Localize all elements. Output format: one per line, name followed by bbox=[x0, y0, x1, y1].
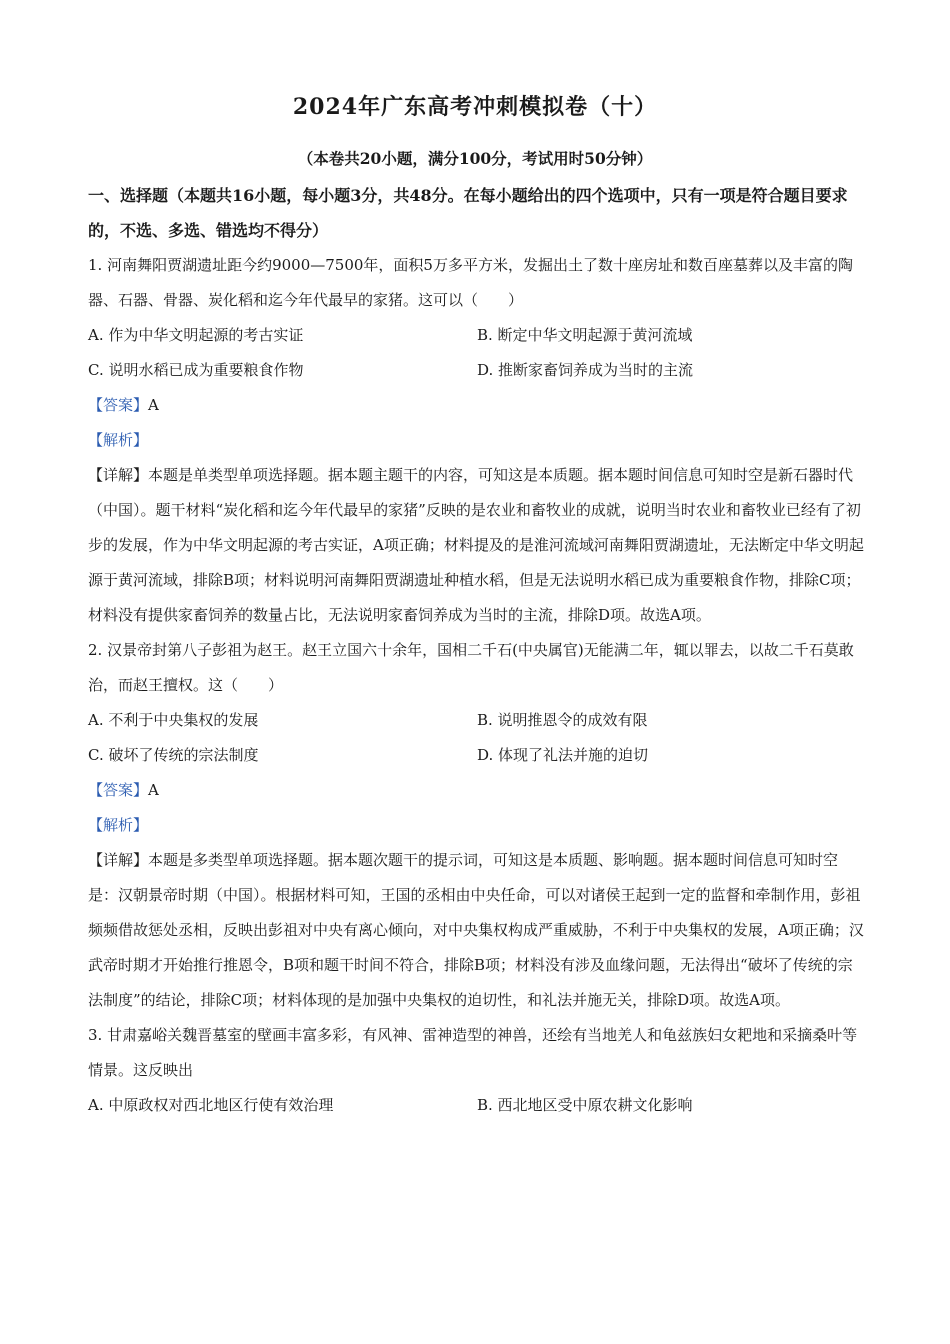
question-options bbox=[88, 703, 866, 773]
answer-tag: 【答案】 bbox=[88, 396, 149, 414]
option-d: D. 推断家畜饲养成为当时的主流 bbox=[477, 361, 694, 379]
answer-value: A bbox=[148, 396, 159, 414]
page-title: 2024年广东高考冲刺模拟卷（十） bbox=[292, 94, 658, 120]
answer-tag: 【答案】 bbox=[88, 781, 149, 799]
detail-paragraph bbox=[88, 843, 866, 1018]
answer-line bbox=[88, 388, 866, 423]
option-a: A. 不利于中央集权的发展 bbox=[88, 711, 259, 729]
answer-line bbox=[88, 773, 866, 808]
question-stem: 2. 汉景帝封第八子彭祖为赵王。赵王立国六十余年，国相二千石(中央属官)无能满二年，辄以罪去，以故二千石莫敢治，而赵王擅权。这（ ） bbox=[88, 641, 854, 694]
analysis-tag: 【解析】 bbox=[88, 431, 149, 449]
question-stem: 1. 河南舞阳贾湖遗址距今约9000—7500年，面积5万多平方米，发掘出土了数十座房址和数百座墓葬以及丰富的陶器、石器、骨器、炭化稻和迄今年代最早的家猪。这可以（ ） bbox=[88, 256, 853, 309]
option-a: A. 中原政权对西北地区行使有效治理 bbox=[88, 1096, 334, 1114]
answer-value: A bbox=[148, 781, 159, 799]
detail-text: 本题是多类型单项选择题。据本题次题干的提示词，可知这是本质题、影响题。据本题时间信息可知时空是：汉朝景帝时期（中国）。根据材料可知，王国的丞相由中央任命，可以对诸侯王起到一定的监督和牵制作用，彭祖频频借故惩处丞相，反映出彭祖对中央有离心倾向，对中央集权构成严重威胁，不利于中央集权的发展，A项正确；汉武帝时期才开始推行推恩令，B项和题干时间不符合，排除B项；材料没有涉及血缘问题，无法得出“破坏了传统的宗法制度”的结论，排除C项；材料体现的是加强中央集权的迫切性，和礼法并施无关，排除D项。故选A项。 bbox=[88, 851, 864, 1009]
question-2 bbox=[88, 633, 866, 1018]
detail-text: 本题是单类型单项选择题。据本题主题干的内容，可知这是本质题。据本题时间信息可知时空是新石器时代（中国）。题干材料“炭化稻和迄今年代最早的家猪”反映的是农业和畜牧业的成就，说明当时农业和畜牧业已经有了初步的发展，作为中华文明起源的考古实证，A项正确；材料提及的是淮河流域河南舞阳贾湖遗址，无法断定中华文明起源于黄河流域，排除B项；材料说明河南舞阳贾湖遗址种植水稻，但是无法说明水稻已成为重要粮食作物，排除C项；材料没有提供家畜饲养的数量占比，无法说明家畜饲养成为当时的主流，排除D项。故选A项。 bbox=[88, 466, 864, 624]
detail-paragraph bbox=[88, 458, 866, 633]
question-1 bbox=[88, 248, 866, 633]
detail-tag: 【详解】 bbox=[88, 466, 149, 484]
option-c: C. 破坏了传统的宗法制度 bbox=[88, 746, 259, 764]
option-d: D. 体现了礼法并施的迫切 bbox=[477, 746, 649, 764]
question-options bbox=[88, 318, 866, 388]
analysis-tag: 【解析】 bbox=[88, 816, 149, 834]
option-b: B. 断定中华文明起源于黄河流域 bbox=[477, 326, 693, 344]
analysis-line bbox=[88, 423, 866, 458]
question-options bbox=[88, 1088, 866, 1123]
option-b: B. 西北地区受中原农耕文化影响 bbox=[477, 1096, 693, 1114]
question-3 bbox=[88, 1018, 866, 1123]
section-heading: 一、选择题（本题共16小题，每小题3分，共48分。在每小题给出的四个选项中，只有一项是符合题目要求的，不选、多选、错选均不得分） bbox=[88, 186, 848, 240]
page-subtitle: （本卷共20小题，满分100分，考试用时50分钟） bbox=[297, 149, 653, 168]
question-stem: 3. 甘肃嘉峪关魏晋墓室的壁画丰富多彩，有风神、雷神造型的神兽，还绘有当地羌人和龟兹族妇女耙地和采摘桑叶等情景。这反映出 bbox=[88, 1026, 858, 1079]
option-a: A. 作为中华文明起源的考古实证 bbox=[88, 326, 304, 344]
detail-tag: 【详解】 bbox=[88, 851, 149, 869]
option-b: B. 说明推恩令的成效有限 bbox=[477, 711, 648, 729]
analysis-line bbox=[88, 808, 866, 843]
exam-content bbox=[88, 178, 866, 1123]
option-c: C. 说明水稻已成为重要粮食作物 bbox=[88, 361, 304, 379]
